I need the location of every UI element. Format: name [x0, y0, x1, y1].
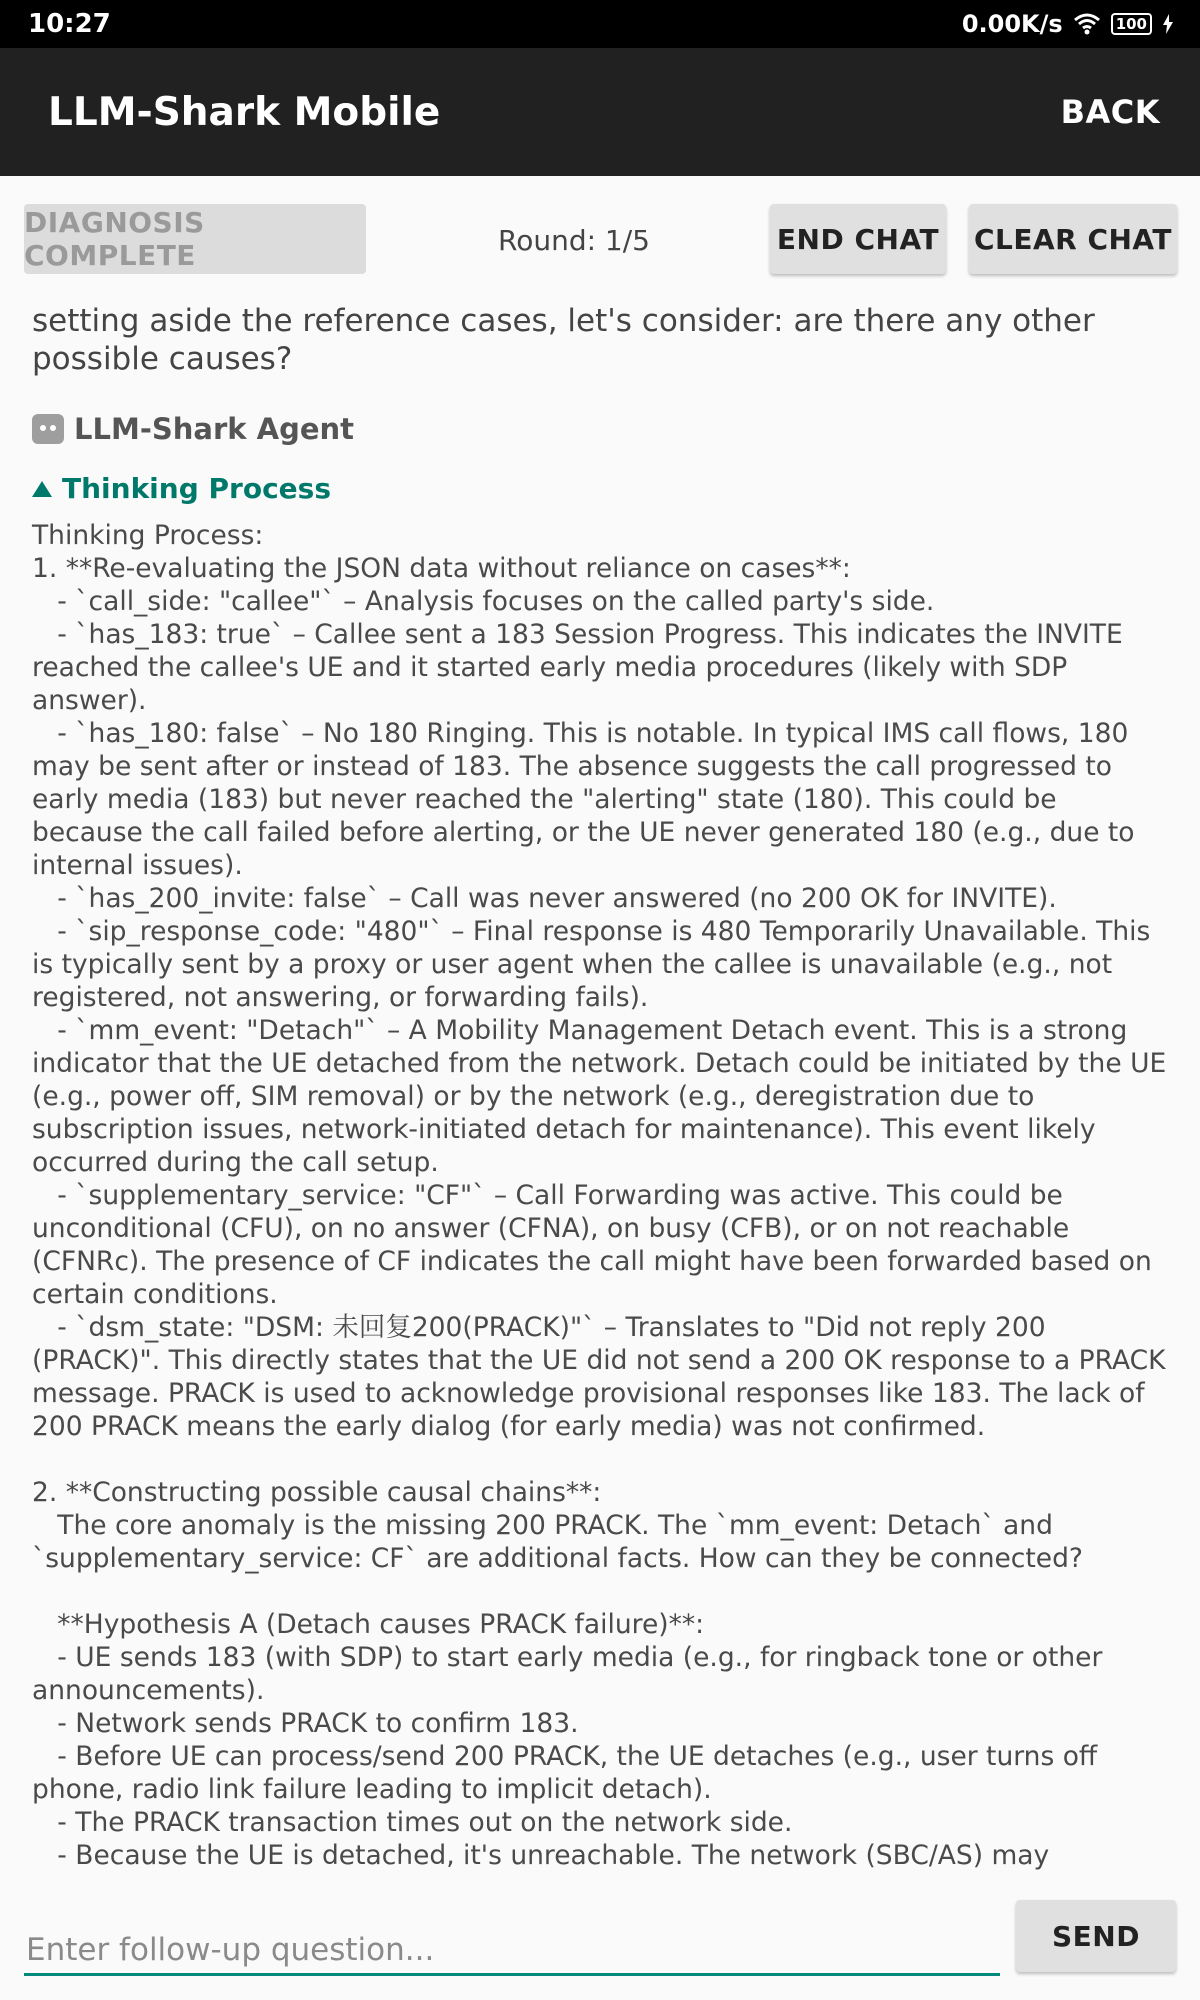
follow-up-input[interactable]	[24, 1926, 1000, 1976]
app-title: LLM-Shark Mobile	[48, 89, 441, 135]
chat-transcript[interactable]	[0, 302, 1200, 1872]
diagnosis-complete-button[interactable]: DIAGNOSIS COMPLETE	[24, 204, 366, 274]
app-bar	[0, 48, 1200, 176]
agent-header	[32, 412, 1168, 446]
status-bar	[0, 0, 1200, 48]
chat-controls	[0, 176, 1200, 302]
status-indicators	[962, 10, 1174, 38]
thinking-process-text: Thinking Process: 1. **Re-evaluating the JSON data without reliance on cases**: - `call_side: "callee"` – Analysis focuses on the called party's side. - `has_183: true` – Callee sent a 183 Session Progress. This indicates the INVITE reached the callee's UE and it started early media procedures (likely with SDP answer). - `has_180: false` – No 180 Ringing. This is notable. In typical IMS call flows, 180 may be sent after or instead of 183. The absence suggests the call progressed to early media (183) but never reached the "alerting" state (180). This could be because the call failed before alerting, or the UE never generated 180 (e.g., due to internal issues). - `has_200_invite: false` – Call was never answered (no 200 OK for INVITE). - `sip_response_code: "480"` – Final response is 480 Temporarily Unavailable. This is typically sent by a proxy or user agent when the callee is unavailable (e.g., not registered, not answering, or forwarding fails). - `mm_event: "Detach"` – A Mobility Management Detach event. This is a strong indicator that the UE detached from the network. Detach could be initiated by the UE (e.g., power off, SIM removal) or by the network (e.g., deregistration due to subscription issues, network-initiated detach for maintenance). This event likely occurred during the call setup. - `supplementary_service: "CF"` – Call Forwarding was active. This could be unconditional (CFU), on no answer (CFNA), on busy (CFB), or on not reachable (CFNRc). The presence of CF indicates the call might have been forwarded based on certain conditions. - `dsm_state: "DSM: 未回复200(PRACK)"` – Translates to "Did not reply 200 (PRACK)". This directly states that the UE did not send a 200 OK response to a PRACK message. PRACK is used to acknowledge provisional responses like 183. The lack of 200 PRACK means the early dialog (for early media) was not confirmed. 2. **Constructing possible causal chains**: The core anomaly is the missing 200 PRACK. The `mm_event: Detach` and `supplementary_service: CF` are additional facts. How can they be connected? **Hypothesis A (Detach causes PRACK failure)**: - UE sends 183 (with SDP) to start early media (e.g., for ringback tone or other announcements). - Network sends PRACK to confirm 183. - Before UE can process/send 200 PRACK, the UE detaches (e.g., user turns off phone, radio link failure leading to implicit detach). - The PRACK transaction times out on the network side. - Because the UE is detached, it's unreachable. The network (SBC/AS) may	[32, 520, 1167, 1871]
previous-user-message: setting aside the reference cases, let's consider: are there any other possible causes?	[32, 303, 1095, 377]
input-bar	[0, 1872, 1200, 2000]
charging-icon	[1162, 14, 1174, 34]
network-speed: 0.00K/s	[961, 10, 1063, 38]
clear-chat-button[interactable]: CLEAR CHAT	[969, 204, 1177, 274]
robot-icon	[32, 414, 64, 444]
battery-icon	[1111, 13, 1152, 35]
status-time: 10:27	[28, 9, 111, 39]
round-counter: Round: 1/5	[498, 224, 650, 257]
wifi-icon	[1073, 13, 1101, 35]
thinking-toggle-label: Thinking Process	[62, 472, 331, 505]
agent-name: LLM-Shark Agent	[74, 412, 355, 446]
collapse-triangle-icon	[32, 481, 52, 497]
back-button[interactable]: BACK	[1060, 93, 1160, 131]
thinking-process-toggle[interactable]	[32, 472, 1168, 505]
send-button[interactable]: SEND	[1016, 1900, 1176, 1972]
end-chat-button[interactable]: END CHAT	[770, 204, 946, 274]
battery-level: 100	[1115, 15, 1147, 33]
